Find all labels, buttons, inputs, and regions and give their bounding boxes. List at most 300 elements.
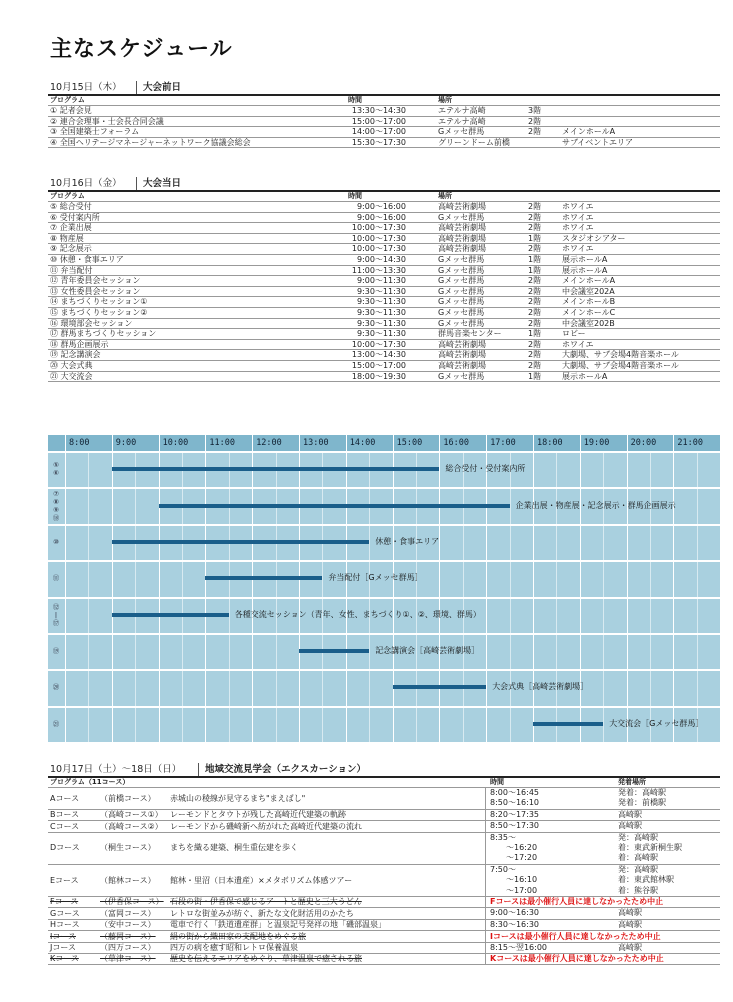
program-time: 11:00～13:30 (351, 265, 406, 275)
course-description: まちを織る建築、桐生重伝建を歩く (170, 843, 298, 853)
course-area: （桐生コース） (100, 843, 156, 853)
course-departure: 着：東武館林駅 (618, 875, 674, 885)
day3-rows (48, 788, 720, 965)
program-name: ⑪ 弁当配付 (50, 265, 93, 275)
timeline-row-number: ⑳ (52, 683, 60, 692)
course-departure: 高崎駅 (618, 821, 642, 831)
program-room: メインホールC (562, 307, 616, 317)
day1-column-headers (48, 96, 720, 106)
time-column-divider (485, 908, 486, 918)
course-name: Fコース (50, 897, 79, 907)
cancel-note: Iコースは最小催行人員に達しなかったため中止 (490, 931, 661, 941)
course-program-header: プログラム（11コース） (50, 778, 130, 786)
course-time: ～16:20 (506, 842, 538, 852)
row-divider (48, 633, 720, 635)
program-name: ⑤ 総合受付 (50, 202, 92, 211)
program-place: 群馬音楽センター (438, 329, 502, 339)
hour-label: 21:00 (677, 438, 703, 448)
course-departure: 発：高崎駅 (618, 832, 658, 842)
course-time-header: 時間 (490, 778, 504, 786)
program-room: メインホールB (562, 297, 616, 307)
course-description: 石段の街・伊香保で感じるアートと歴史と三大うどん (170, 897, 362, 907)
course-time: ～16:10 (506, 875, 538, 885)
course-time: 9:00～16:30 (490, 908, 540, 918)
number-column-divider (65, 435, 66, 742)
program-room: 展示ホールA (562, 265, 608, 275)
program-time: 13:00～14:30 (351, 350, 406, 360)
course-row (48, 943, 720, 954)
time-column-divider (485, 931, 486, 941)
course-name: Cコース (50, 821, 80, 831)
program-time: 9:00～16:00 (356, 212, 406, 222)
timeline-label: 総合受付・受付案内所 (445, 464, 526, 474)
hour-gridline (673, 435, 674, 742)
course-departure: 高崎駅 (618, 908, 642, 918)
table-row (48, 127, 720, 138)
table-row (48, 297, 720, 308)
day1-date: 10月15日（木） (48, 81, 137, 94)
program-room: 大劇場、サブ会場4階音楽ホール (562, 360, 679, 370)
course-time: 8:50～16:10 (490, 798, 540, 808)
course-row (48, 810, 720, 821)
timeline-row-number: ⑲ (52, 647, 60, 656)
program-room: ホワイエ (562, 244, 594, 254)
course-departure: 発：高崎駅 (618, 864, 658, 874)
timeline-label: 企業出展・物産展・記念展示・群馬企画展示 (515, 500, 676, 510)
program-place: 高崎芸術劇場 (438, 339, 486, 349)
program-floor: 2階 (528, 212, 542, 222)
hour-gridline (112, 435, 113, 742)
program-name: ㉑ 大交流会 (50, 371, 93, 381)
course-time: 8:00～16:45 (490, 788, 540, 797)
timeline-row-number: ⑪ (52, 574, 60, 583)
program-floor: 2階 (528, 223, 542, 233)
program-time: 9:00～14:30 (356, 254, 406, 264)
program-floor: 2階 (528, 202, 542, 211)
timeline-bar (393, 685, 487, 689)
program-place: 高崎芸術劇場 (438, 223, 486, 233)
hour-gridline (439, 435, 440, 742)
program-floor: 2階 (528, 350, 542, 360)
hour-label: 9:00 (115, 438, 137, 448)
row-divider (48, 524, 720, 526)
time-column-divider (485, 810, 486, 820)
program-name: ⑭ まちづくりセッション① (50, 297, 148, 307)
timeline-label: 各種交流セッション（青年、女性、まちづくり①、②、環境、群馬） (234, 609, 481, 619)
hour-gridline (252, 435, 253, 742)
course-name: Jコース (50, 942, 76, 952)
course-row (48, 931, 720, 942)
course-description: 電車で行く「鉄道遺産群」と温泉記号発祥の地「磯部温泉」 (170, 920, 386, 930)
table-row (48, 276, 720, 287)
program-floor: 2階 (528, 286, 542, 296)
course-time: 8:35～ (490, 832, 516, 842)
program-floor: 1階 (528, 265, 542, 275)
course-area: （富岡コース） (100, 908, 156, 918)
course-area: （藤岡コース） (100, 931, 156, 941)
program-place: Gメッセ群馬 (438, 307, 485, 317)
program-name: ⑯ 環境部会セッション (50, 318, 133, 328)
hour-gridline (299, 435, 300, 742)
timeline-row-number: ⑩ (53, 537, 59, 546)
program-place: エテルナ高崎 (438, 106, 486, 115)
timeline-row-number: ⑤ (53, 461, 59, 470)
time-column-divider (485, 865, 486, 896)
course-departure: 発着：前橋駅 (618, 798, 666, 808)
program-time: 15:00～17:00 (351, 116, 406, 126)
course-name: Kコース (50, 954, 79, 964)
course-departure: 着：熊谷駅 (618, 885, 658, 895)
hour-gridline (486, 435, 487, 742)
timeline-row-number: | (54, 610, 58, 619)
timeline-label: 弁当配付［Gメッセ群馬］ (328, 573, 423, 583)
timeline-row-number: ⑦ (53, 489, 59, 498)
course-description: レーモンドから磯崎新へ紡がれた高崎近代建築の流れ (170, 821, 362, 831)
hour-label: 19:00 (583, 438, 610, 448)
timeline-row-number: ㉑ (52, 719, 60, 728)
hour-label: 15:00 (396, 438, 423, 448)
course-time: 8:15～翌16:00 (490, 942, 548, 952)
course-row (48, 908, 720, 919)
program-time: 9:30～11:30 (356, 297, 406, 307)
program-room: 中会議室202B (562, 318, 615, 328)
timeline-row-number: ⑱ (52, 513, 60, 522)
page-title: 主なスケジュール (50, 37, 233, 62)
course-time: ～17:20 (506, 853, 538, 863)
program-name: ⑧ 物産展 (50, 233, 84, 243)
program-floor: 1階 (528, 233, 542, 243)
program-room: ホワイエ (562, 223, 594, 233)
program-header: プログラム (50, 96, 85, 104)
timeline-chart (48, 435, 720, 742)
table-row (48, 234, 720, 245)
program-floor: 2階 (528, 297, 542, 307)
course-area: （前橋コース） (100, 793, 156, 803)
timeline-label: 大会式典［高崎芸術劇場］ (492, 682, 589, 692)
program-room: 中会議室202A (562, 286, 615, 296)
program-name: ⑳ 大会式典 (50, 360, 93, 370)
table-row (48, 213, 720, 224)
day1-rows (48, 106, 720, 148)
hour-label: 20:00 (630, 438, 657, 448)
course-time: 8:30～16:30 (490, 919, 540, 929)
program-place: Gメッセ群馬 (438, 318, 485, 328)
row-divider (48, 597, 720, 599)
course-departure: 着：東武新桐生駅 (618, 842, 682, 852)
program-time: 9:00～16:00 (356, 202, 406, 211)
day2-column-headers (48, 192, 720, 202)
program-time: 9:30～11:30 (356, 286, 406, 296)
program-name: ⑦ 企業出展 (50, 223, 92, 233)
timeline-hour-bar (48, 435, 720, 451)
place-header: 場所 (438, 96, 452, 104)
day3-date: 10月17日（土）～18日（日） (48, 763, 199, 776)
program-place: Gメッセ群馬 (438, 127, 485, 137)
program-time: 10:00～17:30 (351, 244, 406, 254)
hour-gridline (346, 435, 347, 742)
course-area: （伊香保コース） (100, 897, 164, 907)
program-place: エテルナ高崎 (438, 116, 486, 126)
table-row (48, 244, 720, 255)
program-place: 高崎芸術劇場 (438, 233, 486, 243)
program-time: 18:00～19:30 (351, 371, 406, 381)
program-time: 15:30～17:30 (351, 137, 406, 147)
program-time: 9:30～11:30 (356, 318, 406, 328)
course-name: Eコース (50, 875, 79, 885)
day3-section (48, 762, 720, 965)
hour-gridline (580, 435, 581, 742)
program-floor: 2階 (528, 360, 542, 370)
table-row (48, 202, 720, 213)
program-name: ⑱ 群馬企画展示 (50, 339, 109, 349)
program-place: 高崎芸術劇場 (438, 244, 486, 254)
day2-label: 大会当日 (143, 178, 182, 189)
program-name: ⑰ 群馬まちづくりセッション (50, 329, 157, 339)
program-floor: 2階 (528, 318, 542, 328)
course-description: 四万の病を癒す昭和レトロ保養温泉 (170, 942, 298, 952)
course-time: 8:20～17:35 (490, 809, 540, 819)
course-row (48, 821, 720, 832)
course-area: （高崎コース①） (100, 810, 163, 820)
program-header: プログラム (50, 192, 85, 200)
course-time: 7:50～ (490, 864, 516, 874)
program-place: Gメッセ群馬 (438, 286, 485, 296)
program-floor: 2階 (528, 307, 542, 317)
table-row (48, 361, 720, 372)
time-header: 時間 (348, 192, 362, 200)
time-column-divider (485, 821, 486, 831)
day2-section (48, 176, 720, 382)
table-row (48, 255, 720, 266)
course-name: Gコース (50, 908, 80, 918)
table-row (48, 350, 720, 361)
program-place: Gメッセ群馬 (438, 276, 485, 286)
program-name: ⑩ 休憩・食事エリア (50, 254, 124, 264)
course-name: Aコース (50, 793, 80, 803)
day1-section (48, 80, 720, 148)
hour-label: 13:00 (303, 438, 329, 448)
day1-label: 大会前日 (143, 82, 182, 93)
row-divider (48, 706, 720, 708)
course-name: Hコース (50, 920, 80, 930)
course-departure: 発着：高崎駅 (618, 788, 666, 797)
program-floor: 2階 (528, 116, 542, 126)
program-name: ⑲ 記念講演会 (50, 350, 101, 360)
program-room: ホワイエ (562, 339, 594, 349)
table-row (48, 266, 720, 277)
program-time: 10:00～17:30 (351, 223, 406, 233)
program-name: ⑬ 女性委員会セッション (50, 286, 141, 296)
course-name: Dコース (50, 843, 80, 853)
table-row (48, 329, 720, 340)
course-name: Bコース (50, 810, 80, 820)
course-area: （館林コース） (100, 875, 156, 885)
program-place: Gメッセ群馬 (438, 371, 485, 381)
program-place: グリーンドーム前橋 (438, 137, 510, 147)
table-row (48, 340, 720, 351)
program-name: ⑮ まちづくりセッション② (50, 307, 148, 317)
program-time: 14:00～17:00 (351, 127, 406, 137)
program-floor: 3階 (528, 106, 542, 115)
course-description: 館林・里沼（日本遺産）×メタボリズム体感ツアー (170, 875, 353, 885)
hour-gridline (533, 435, 534, 742)
day2-rows (48, 202, 720, 382)
course-description: レーモンドとタウトが残した高崎近代建築の軌跡 (170, 810, 346, 820)
program-name: ② 連合会理事・士会長合同会議 (50, 116, 164, 126)
hour-label: 8:00 (69, 438, 90, 448)
program-place: Gメッセ群馬 (438, 297, 485, 307)
program-floor: 2階 (528, 339, 542, 349)
program-time: 13:30～14:30 (351, 106, 406, 115)
program-room: ホワイエ (562, 212, 594, 222)
day2-date: 10月16日（金） (48, 177, 137, 190)
program-name: ⑨ 記念展示 (50, 244, 92, 254)
timeline-row-number: ⑫ (52, 602, 60, 611)
course-row (48, 954, 720, 965)
time-column-divider (485, 897, 486, 907)
row-divider (48, 487, 720, 489)
timeline-bar (112, 613, 229, 617)
time-header: 時間 (348, 96, 362, 104)
program-time: 15:00～17:00 (351, 360, 406, 370)
course-area: （草津コース） (100, 954, 156, 964)
program-time: 10:00～17:30 (351, 233, 406, 243)
hour-gridline (627, 435, 628, 742)
course-departure: 着：高崎駅 (618, 853, 658, 863)
program-floor: 2階 (528, 127, 542, 137)
row-divider (48, 669, 720, 671)
hour-gridline (205, 435, 206, 742)
timeline-row-number: ⑰ (52, 618, 60, 627)
time-column-divider (485, 833, 486, 864)
course-departure: 高崎駅 (618, 942, 642, 952)
hour-gridline (159, 435, 160, 742)
program-place: Gメッセ群馬 (438, 212, 485, 222)
timeline-bar (205, 576, 322, 580)
course-row (48, 865, 720, 897)
table-row (48, 138, 720, 149)
timeline-bar (533, 722, 603, 726)
time-column-divider (485, 788, 486, 809)
day3-label: 地域交流見学会（エクスカーション） (205, 764, 367, 775)
hour-label: 12:00 (256, 438, 282, 448)
timeline-bar (299, 649, 369, 653)
program-floor: 2階 (528, 244, 542, 254)
program-room: スタジオシアター (562, 233, 626, 243)
row-divider (48, 560, 720, 562)
program-time: 9:30～11:30 (356, 307, 406, 317)
timeline-bar (112, 467, 440, 471)
time-column-divider (485, 954, 486, 964)
course-row (48, 788, 720, 810)
day1-header (48, 80, 720, 96)
timeline-label: 記念講演会［高崎芸術劇場］ (375, 646, 480, 656)
program-floor: 1階 (528, 329, 542, 339)
program-place: 高崎芸術劇場 (438, 202, 486, 211)
program-room: ロビー (562, 329, 586, 339)
program-room: メインホールA (562, 127, 616, 137)
course-time: 8:50～17:30 (490, 821, 540, 831)
depart-header: 発着場所 (618, 778, 646, 786)
program-place: Gメッセ群馬 (438, 254, 485, 264)
hour-label: 11:00 (209, 438, 235, 448)
day3-header (48, 762, 720, 778)
hour-label: 18:00 (537, 438, 563, 448)
timeline-label: 大交流会［Gメッセ群馬］ (609, 718, 704, 728)
program-room: ホワイエ (562, 202, 594, 211)
hour-label: 10:00 (162, 438, 189, 448)
time-column-divider (485, 943, 486, 953)
program-time: 9:30～11:30 (356, 329, 406, 339)
timeline-bar (112, 540, 369, 544)
place-header: 場所 (438, 192, 452, 200)
program-name: ① 記者会見 (50, 106, 92, 115)
course-departure: 高崎駅 (618, 809, 642, 819)
course-row (48, 920, 720, 931)
hour-label: 16:00 (443, 438, 469, 448)
cancel-note: Fコースは最小催行人員に達しなかったため中止 (490, 897, 664, 907)
course-area: （四万コース） (100, 942, 156, 952)
program-floor: 1階 (528, 254, 542, 264)
program-place: 高崎芸術劇場 (438, 360, 486, 370)
program-time: 9:00～11:30 (356, 276, 406, 286)
program-place: Gメッセ群馬 (438, 265, 485, 275)
course-description: 赤城山の稜線が見守るまち"まえばし" (170, 793, 306, 803)
program-room: メインホールA (562, 276, 616, 286)
table-row (48, 223, 720, 234)
timeline-row-number: ⑥ (53, 469, 59, 478)
table-row (48, 106, 720, 117)
timeline-row-number: ⑧ (53, 497, 59, 506)
hour-label: 14:00 (349, 438, 376, 448)
course-departure: 高崎駅 (618, 919, 642, 929)
day3-column-headers (48, 778, 720, 788)
course-time: ～17:00 (506, 885, 538, 895)
cancel-note: Kコースは最小催行人員に達しなかったため中止 (490, 954, 664, 964)
program-room: 大劇場、サブ会場4階音楽ホール (562, 350, 679, 360)
timeline-row-number: ⑨ (53, 505, 59, 514)
program-room: 展示ホールA (562, 254, 608, 264)
course-row (48, 833, 720, 865)
program-name: ④ 全国ヘリテージマネージャーネットワーク協議会総会 (50, 137, 251, 147)
hour-label: 17:00 (490, 438, 516, 448)
program-room: 展示ホールA (562, 371, 608, 381)
table-row (48, 372, 720, 383)
table-row (48, 319, 720, 330)
program-floor: 2階 (528, 276, 542, 286)
course-description: 絹の街から織田家の支配地をめぐる旅 (170, 931, 306, 941)
timeline-label: 休憩・食事エリア (375, 536, 440, 546)
program-name: ⑥ 受付案内所 (50, 212, 100, 222)
program-floor: 1階 (528, 371, 542, 381)
course-area: （高崎コース②） (100, 821, 163, 831)
time-column-divider (485, 920, 486, 930)
course-name: Iコース (50, 931, 76, 941)
table-row (48, 117, 720, 128)
table-row (48, 308, 720, 319)
course-row (48, 897, 720, 908)
day2-header (48, 176, 720, 192)
timeline-bar (159, 504, 510, 508)
program-name: ③ 全国建築士フォーラム (50, 127, 140, 137)
program-time: 10:00～17:30 (351, 339, 406, 349)
course-area: （安中コース） (100, 920, 156, 930)
course-description: レトロな街並みが紡ぐ、新たな文化財活用のかたち (170, 908, 354, 918)
program-room: サブイベントエリア (562, 137, 633, 147)
program-name: ⑫ 青年委員会セッション (50, 276, 141, 286)
program-place: 高崎芸術劇場 (438, 350, 486, 360)
hour-gridline (393, 435, 394, 742)
